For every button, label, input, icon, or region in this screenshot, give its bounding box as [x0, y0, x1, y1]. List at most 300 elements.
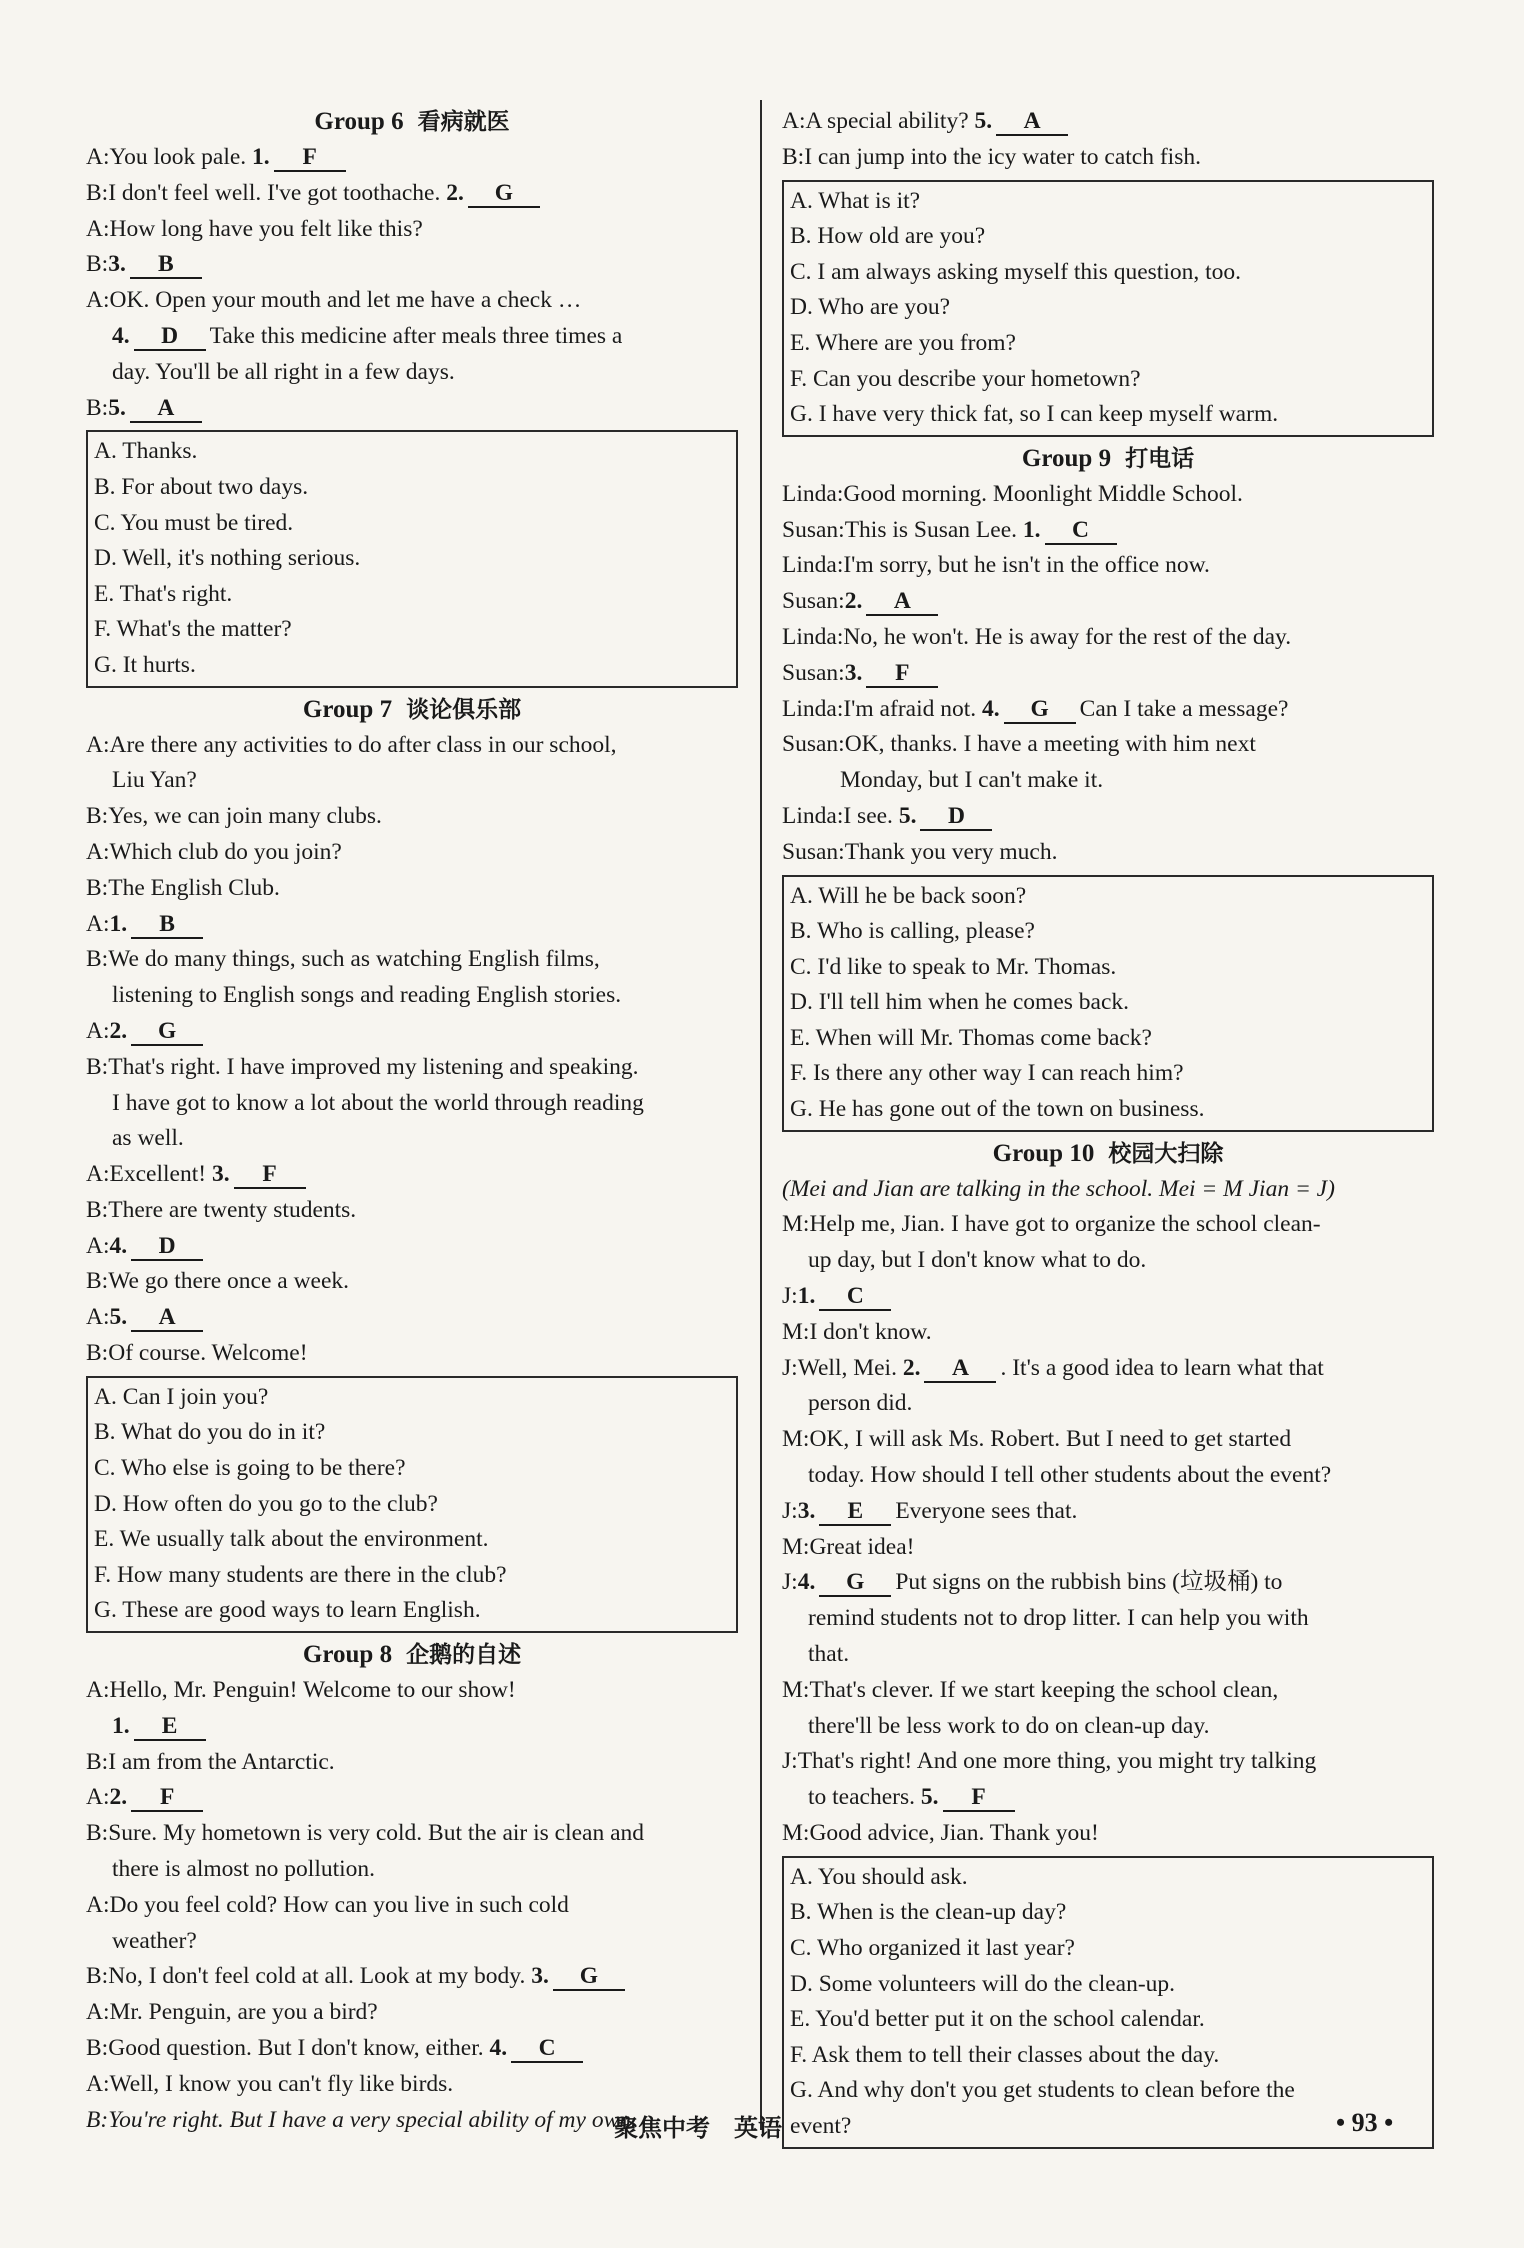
question-number: 5.	[108, 394, 126, 421]
option-item: A. Can I join you?	[94, 1383, 269, 1410]
line-text-wrap	[110, 212, 423, 248]
line-text: I'm afraid not.	[843, 695, 983, 722]
line-text: there is almost no pollution.	[112, 1856, 376, 1883]
dialogue-line	[86, 140, 738, 176]
line-text: Help me, Jian. I have got to organize the school clean-	[809, 1211, 1321, 1238]
line-text: There are twenty students.	[108, 1196, 357, 1223]
answer-blank[interactable]: G	[553, 1963, 625, 1991]
option-item: E. Where are you from?	[790, 329, 1016, 356]
group-title-en: Group 9	[1021, 444, 1112, 472]
dialogue-line	[782, 692, 1434, 728]
dialogue-line	[86, 1816, 738, 1852]
group-title	[782, 1136, 1434, 1172]
line-text-wrap	[808, 1458, 1331, 1494]
dialogue-line	[782, 140, 1434, 176]
line-text-wrap	[843, 620, 1291, 656]
line-text-wrap	[110, 728, 617, 764]
question-number: 4.	[112, 322, 130, 349]
line-text: I am from the Antarctic.	[108, 1748, 335, 1775]
question-number: 2.	[446, 179, 464, 206]
dialogue-line	[782, 835, 1434, 871]
line-text: You look pale.	[109, 144, 253, 170]
dialogue-line	[86, 799, 738, 835]
line-text-wrap	[798, 1494, 1078, 1530]
option-item: D. How often do you go to the club?	[94, 1490, 438, 1517]
line-text-wrap	[108, 1816, 644, 1852]
options-box	[86, 1376, 738, 1633]
dialogue-line	[782, 548, 1434, 584]
line-text-wrap	[110, 1229, 208, 1265]
line-text: We go there once a week.	[108, 1268, 350, 1295]
speaker: B:	[86, 394, 109, 421]
dialogue-line	[86, 1852, 738, 1888]
dialogue-line	[782, 799, 1434, 835]
group-title-cn: 校园大扫除	[1108, 1140, 1224, 1167]
speaker: B:	[86, 1748, 109, 1775]
answer-blank[interactable]: F	[234, 1161, 306, 1189]
dialogue-line	[782, 1744, 1434, 1780]
line-text: That's clever. If we start keeping the school clean,	[809, 1676, 1279, 1703]
speaker: B:	[86, 1196, 109, 1223]
line-text-wrap	[112, 1924, 197, 1960]
line-text-wrap	[808, 1780, 1019, 1816]
option-item: E. When will Mr. Thomas come back?	[790, 1024, 1152, 1051]
speaker: A:	[782, 108, 806, 134]
dialogue-line	[86, 2031, 738, 2067]
line-text: listening to English songs and reading English stories.	[112, 982, 622, 1009]
dialogue-line	[86, 1086, 738, 1122]
answer-blank[interactable]: F	[866, 660, 938, 688]
option-item: F. How many students are there in the club?	[94, 1561, 507, 1588]
dialogue-line	[86, 1888, 738, 1924]
line-text: Monday, but I can't make it.	[840, 767, 1104, 794]
speaker: A:	[86, 1232, 110, 1259]
line-text: Sure. My hometown is very cold. But the air is clean and	[108, 1820, 645, 1847]
line-text-wrap	[809, 1530, 914, 1566]
dialogue-line	[782, 104, 1434, 140]
option-item: D. Well, it's nothing serious.	[94, 545, 361, 572]
group-title	[782, 441, 1434, 477]
line-text: I see.	[843, 802, 899, 829]
answer-blank[interactable]: D	[131, 1233, 203, 1261]
line-text-wrap	[108, 1745, 334, 1781]
line-text: OK, thanks. I have a meeting with him next	[844, 731, 1256, 758]
dialogue-line	[86, 391, 738, 427]
speaker: A:	[86, 1304, 110, 1331]
option-item: B. For about two days.	[94, 473, 309, 500]
group-title-en: Group 8	[302, 1641, 393, 1669]
options-box	[86, 430, 738, 687]
column-divider	[760, 100, 762, 2130]
line-text-wrap	[108, 1050, 638, 1086]
options-box	[782, 875, 1434, 1132]
line-text: A special ability?	[805, 108, 975, 134]
line-text-wrap	[112, 763, 197, 799]
speaker: A:	[86, 910, 110, 937]
line-text-wrap	[108, 1264, 349, 1300]
line-text: I'm sorry, but he isn't in the office now.	[843, 552, 1210, 579]
speaker: B:	[86, 1053, 109, 1080]
group-title-cn: 看病就医	[417, 109, 510, 135]
line-text-wrap	[112, 1709, 210, 1745]
answer-blank[interactable]: F	[131, 1784, 203, 1812]
line-text: as well.	[112, 1125, 184, 1152]
speaker: A:	[86, 2070, 110, 2097]
option-item: A. You should ask.	[790, 1863, 968, 1890]
answer-blank[interactable]: G	[819, 1569, 891, 1597]
dialogue-line	[86, 1995, 738, 2031]
question-number: 2.	[109, 1784, 128, 1811]
group-title-cn: 谈论俱乐部	[406, 696, 522, 723]
answer-blank[interactable]: A	[996, 108, 1068, 136]
dialogue-line	[782, 1709, 1434, 1745]
speaker: M:	[782, 1820, 810, 1847]
dialogue-line	[86, 1709, 738, 1745]
line-text-wrap	[798, 1351, 1324, 1387]
question-number: 4.	[489, 2035, 508, 2061]
dialogue-line	[86, 1193, 738, 1229]
dialogue-line	[86, 1121, 738, 1157]
question-number: 1.	[112, 1712, 130, 1739]
option-item: G. He has gone out of the town on business.	[790, 1096, 1205, 1123]
line-text-wrap	[845, 727, 1256, 763]
question-number: 1.	[252, 144, 270, 170]
line-text-wrap	[809, 1816, 1098, 1852]
speaker: Susan:	[782, 838, 845, 865]
line-text-wrap	[108, 942, 600, 978]
question-number: 5.	[898, 802, 917, 829]
dialogue-line	[782, 513, 1434, 549]
question-number: 1.	[109, 910, 128, 937]
speaker: A:	[86, 215, 110, 242]
line-text-after: Put signs on the rubbish bins (垃圾桶) to	[895, 1569, 1283, 1596]
group-title	[86, 1637, 738, 1673]
speaker: A:	[86, 838, 110, 865]
option-item: E. You'd better put it on the school calendar.	[790, 2006, 1205, 2033]
dialogue-line	[86, 1959, 738, 1995]
question-number: 4.	[109, 1232, 128, 1259]
answer-blank[interactable]: E	[819, 1498, 891, 1526]
line-text-wrap	[808, 1243, 1146, 1279]
line-text: Good question. But I don't know, either.	[108, 2035, 490, 2061]
line-text-wrap	[110, 907, 208, 943]
option-item: A. Will he be back soon?	[790, 882, 1027, 909]
dialogue-line	[86, 2067, 738, 2103]
answer-blank[interactable]: E	[134, 1713, 206, 1741]
option-item: C. You must be tired.	[94, 509, 294, 536]
answer-blank[interactable]: C	[1045, 517, 1117, 545]
dialogue-line	[86, 319, 738, 355]
dialogue-line	[782, 1673, 1434, 1709]
line-text-wrap	[110, 1300, 208, 1336]
line-text-wrap	[108, 391, 206, 427]
question-number: 1.	[797, 1283, 816, 1310]
option-item: F. What's the matter?	[94, 616, 292, 643]
question-number: 2.	[109, 1017, 128, 1044]
line-text: I don't feel well. I've got toothache.	[108, 179, 447, 206]
answer-blank[interactable]: A	[866, 588, 938, 616]
line-text-after: Everyone sees that.	[895, 1497, 1078, 1524]
right-column	[782, 104, 1434, 2153]
dialogue-line	[782, 727, 1434, 763]
line-text-wrap	[845, 656, 943, 692]
dialogue-line	[86, 835, 738, 871]
line-text-wrap	[806, 104, 1073, 140]
speaker: B:	[86, 946, 109, 973]
line-text: Of course. Welcome!	[108, 1340, 308, 1367]
dialogue-line	[782, 1279, 1434, 1315]
group-title-en: Group 6	[314, 108, 404, 135]
dialogue-line	[782, 1780, 1434, 1816]
line-text: OK, I will ask Ms. Robert. But I need to get started	[809, 1426, 1292, 1453]
line-text-wrap	[808, 1637, 849, 1673]
answer-blank[interactable]: D	[920, 803, 992, 831]
line-text: Great idea!	[809, 1533, 915, 1560]
line-text: up day, but I don't know what to do.	[808, 1247, 1147, 1274]
dialogue-line	[782, 1565, 1434, 1601]
line-text: Which club do you join?	[109, 838, 342, 865]
option-item: B. Who is calling, please?	[790, 918, 1035, 945]
answer-blank[interactable]: G	[468, 180, 540, 208]
dialogue-line	[86, 1780, 738, 1816]
speaker: B:	[86, 2035, 109, 2061]
line-text-after: . It's a good idea to learn what that	[1000, 1354, 1324, 1381]
dialogue-line	[86, 355, 738, 391]
line-text: Yes, we can join many clubs.	[108, 803, 382, 830]
options-box	[782, 180, 1434, 437]
group-title-en: Group 10	[992, 1139, 1095, 1167]
option-item: C. I am always asking myself this question, too.	[790, 258, 1242, 285]
line-text: I can jump into the icy water to catch fish.	[804, 143, 1201, 170]
answer-blank[interactable]: B	[130, 251, 202, 279]
answer-blank[interactable]: F	[274, 144, 346, 172]
page-footer	[0, 2108, 1524, 2148]
left-column	[86, 104, 738, 2138]
line-text-wrap	[845, 513, 1121, 549]
speaker: Linda:	[782, 552, 844, 579]
line-text-wrap	[110, 2067, 454, 2103]
speaker: A:	[86, 1999, 110, 2026]
line-text: How long have you felt like this?	[109, 215, 423, 242]
dialogue-line	[782, 620, 1434, 656]
speaker: J:	[782, 1283, 798, 1310]
option-item: B. How old are you?	[790, 223, 986, 250]
group-title-cn: 打电话	[1125, 445, 1195, 472]
dialogue-line	[86, 907, 738, 943]
speaker: A:	[86, 1677, 110, 1704]
line-text-wrap	[845, 835, 1058, 871]
line-text-wrap	[798, 1279, 896, 1315]
option-item: G. I have very thick fat, so I can keep myself warm.	[790, 401, 1279, 428]
question-number: 3.	[108, 251, 126, 278]
dialogue-line	[86, 763, 738, 799]
dialogue-line	[86, 1264, 738, 1300]
speaker: J:	[782, 1497, 798, 1524]
answer-blank[interactable]: A	[924, 1355, 996, 1383]
answer-blank[interactable]: D	[134, 323, 206, 351]
dialogue-line	[86, 176, 738, 212]
line-text: weather?	[112, 1927, 197, 1954]
dialogue-line	[86, 1014, 738, 1050]
answer-blank[interactable]: A	[131, 1304, 203, 1332]
line-text: No, I don't feel cold at all. Look at my body.	[108, 1963, 532, 1990]
dialogue-line	[782, 1422, 1434, 1458]
line-text-wrap	[808, 1601, 1309, 1637]
line-text: We do many things, such as watching English films,	[108, 946, 600, 973]
line-text: Good morning. Moonlight Middle School.	[843, 480, 1243, 507]
line-text: Mr. Penguin, are you a bird?	[109, 1999, 378, 2026]
line-text: Well, Mei.	[797, 1354, 903, 1381]
line-text-wrap	[108, 1959, 629, 1995]
speaker: A:	[86, 287, 110, 314]
question-number: 4.	[797, 1569, 816, 1596]
line-text-wrap	[110, 1157, 310, 1193]
answer-blank[interactable]: F	[943, 1784, 1015, 1812]
speaker: B:	[86, 1340, 109, 1367]
line-text: there'll be less work to do on clean-up day.	[808, 1712, 1210, 1739]
dialogue-line	[86, 942, 738, 978]
line-text-wrap	[809, 1315, 931, 1351]
speaker: A:	[86, 1017, 110, 1044]
group-9	[782, 441, 1434, 1132]
line-text-after: Take this medicine after meals three times a	[209, 322, 623, 349]
dialogue-line	[782, 763, 1434, 799]
line-text-wrap	[108, 247, 206, 283]
line-text-wrap	[845, 584, 943, 620]
group-title	[86, 692, 738, 728]
line-text: Excellent!	[109, 1161, 212, 1188]
line-text-wrap	[808, 1386, 912, 1422]
speaker: B:	[782, 143, 805, 170]
question-number: 3.	[797, 1497, 816, 1524]
dialogue-line	[86, 247, 738, 283]
dialogue-line	[782, 1386, 1434, 1422]
dialogue-line	[86, 871, 738, 907]
question-number: 3.	[531, 1963, 549, 1990]
answer-blank[interactable]: G	[1004, 696, 1076, 724]
dialogue-line	[86, 1229, 738, 1265]
option-item: C. Who organized it last year?	[790, 1935, 1075, 1961]
dialogue-line	[86, 728, 738, 764]
speaker: B:	[86, 874, 109, 901]
speaker: Linda:	[782, 623, 844, 650]
line-text-wrap	[843, 799, 996, 835]
line-text: That's right! And one more thing, you might try talking	[797, 1748, 1317, 1775]
line-text: Good advice, Jian. Thank you!	[809, 1820, 1099, 1847]
speaker: Susan:	[782, 588, 845, 615]
option-item: A. Thanks.	[94, 438, 198, 465]
speaker: Susan:	[782, 659, 845, 686]
line-text-wrap	[110, 1673, 516, 1709]
dialogue-line	[782, 1351, 1434, 1387]
question-number: 5.	[974, 108, 993, 134]
line-text: Are there any activities to do after class in our school,	[109, 731, 617, 758]
line-text-wrap	[809, 1207, 1320, 1243]
option-item: E. That's right.	[94, 580, 233, 607]
speaker: B:	[86, 1963, 109, 1990]
dialogue-line	[86, 978, 738, 1014]
line-text: I have got to know a lot about the world through reading	[112, 1089, 644, 1116]
group-intro: (Mei and Jian are talking in the school. Mei = M Jian = J)	[782, 1175, 1335, 1202]
group-title-cn: 企鹅的自述	[406, 1642, 522, 1669]
option-item: B. What do you do in it?	[94, 1419, 326, 1446]
dialogue-line	[782, 1601, 1434, 1637]
dialogue-line	[782, 1243, 1434, 1279]
dialogue-line	[782, 1207, 1434, 1243]
line-text: to teachers.	[808, 1784, 921, 1811]
option-item: A. What is it?	[790, 187, 921, 214]
line-text-wrap	[108, 1193, 356, 1229]
line-text: remind students not to drop litter. I can help you with	[808, 1605, 1309, 1632]
line-text-wrap	[840, 763, 1103, 799]
line-text-wrap	[798, 1565, 1283, 1601]
line-text-wrap	[112, 1852, 375, 1888]
dialogue-line	[782, 584, 1434, 620]
line-text-wrap	[112, 355, 455, 391]
answer-blank[interactable]: C	[511, 2035, 583, 2063]
group-6	[86, 104, 738, 688]
dialogue-line	[782, 477, 1434, 513]
answer-blank[interactable]: C	[819, 1283, 891, 1311]
line-text-wrap	[110, 140, 350, 176]
line-text-wrap	[108, 1336, 307, 1372]
dialogue-line	[782, 1530, 1434, 1566]
question-number: 1.	[1022, 516, 1041, 543]
line-text: OK. Open your mouth and let me have a check …	[109, 287, 582, 314]
option-item: C. Who else is going to be there?	[94, 1455, 406, 1482]
line-text: Hello, Mr. Penguin! Welcome to our show!	[109, 1677, 516, 1704]
line-text-wrap	[843, 477, 1243, 513]
line-text: The English Club.	[108, 874, 280, 901]
question-number: 5.	[920, 1784, 939, 1811]
option-item: D. Some volunteers will do the clean-up.	[790, 1970, 1176, 1997]
speaker: B:	[86, 2106, 109, 2133]
option-item: D. Who are you?	[790, 294, 951, 321]
line-text-wrap	[110, 835, 342, 871]
dialogue-line	[86, 283, 738, 319]
line-text-wrap	[112, 978, 621, 1014]
answer-blank[interactable]: G	[131, 1018, 203, 1046]
line-text: person did.	[808, 1390, 913, 1417]
line-text-wrap	[112, 1121, 184, 1157]
line-text: That's right. I have improved my listening and speaking.	[108, 1053, 639, 1080]
page-number: • 93 •	[1336, 2108, 1394, 2137]
line-text-wrap	[808, 1709, 1209, 1745]
line-text-wrap	[843, 548, 1210, 584]
line-text-wrap	[108, 871, 280, 907]
speaker: A:	[86, 1891, 110, 1918]
speaker: A:	[86, 731, 110, 758]
option-item: G. And why don't you get students to clean before the	[790, 2077, 1295, 2104]
answer-blank[interactable]: A	[130, 395, 202, 423]
speaker: M:	[782, 1426, 810, 1453]
line-text: I don't know.	[809, 1318, 932, 1345]
options-box	[782, 1856, 1434, 2149]
dialogue-line	[86, 1157, 738, 1193]
line-text: today. How should I tell other students about the event?	[808, 1462, 1332, 1489]
dialogue-line	[86, 1745, 738, 1781]
line-text: that.	[808, 1641, 850, 1668]
speaker: M:	[782, 1211, 810, 1238]
option-item: F. Ask them to tell their classes about the day.	[790, 2041, 1220, 2068]
line-text: You're right. But I have a very special ability of my own.	[108, 2106, 637, 2133]
answer-blank[interactable]: B	[131, 911, 203, 939]
option-item: F. Can you describe your hometown?	[790, 365, 1141, 392]
speaker: Linda:	[782, 695, 844, 722]
line-text-wrap	[804, 140, 1201, 176]
option-item: B. When is the clean-up day?	[790, 1899, 1067, 1926]
speaker: A:	[86, 1161, 110, 1188]
